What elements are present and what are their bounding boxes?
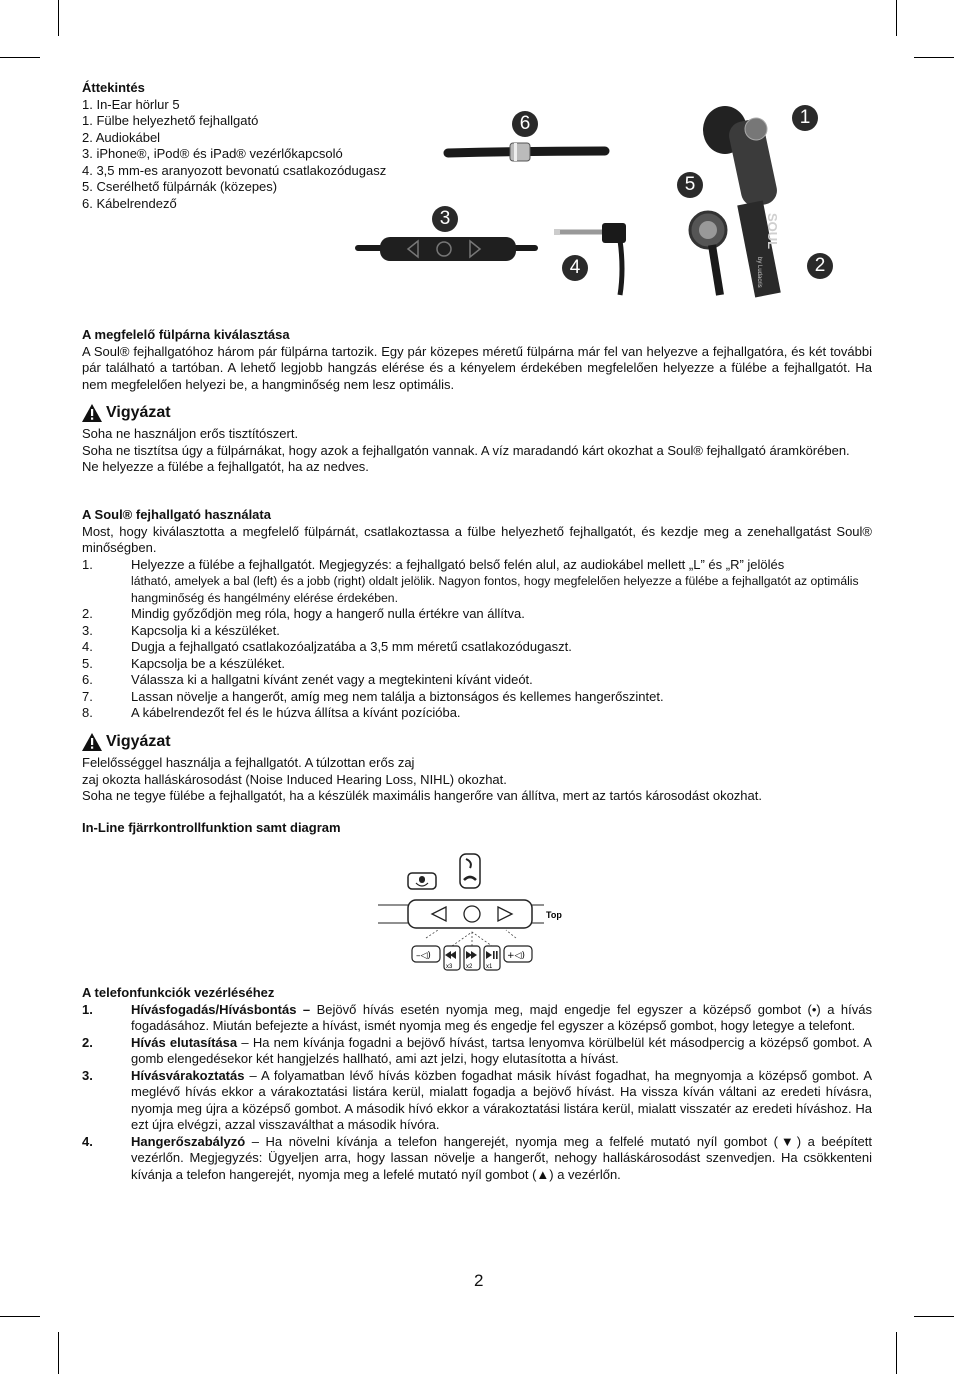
list-item: 4. Hangerőszabályzó – Ha növelni kívánja a telefon hangerejét, nyomja meg a felfelé mutató nyíl gombot (▼) a beépített vezérlőn. Megjegyzés: Ügyeljen arra, hogy lassan növelje a hangerőt, nehogy halláskárosodást szenvedjen. Ha csökkenteni kívánja a telefon hangerejét, nyomja meg a lefelé mutató nyíl gombot (▲) a vezérlőn. (82, 1133, 872, 1182)
warning2-line: Soha ne tegye fülébe a fejhallgatót, ha a készülék maximális hangerőre van állítva, mert az tartós károsodást okozhat. (82, 788, 762, 803)
earpad-section (82, 327, 872, 393)
list-item: 3. Kapcsolja ki a készüléket. (82, 622, 280, 638)
brand-sub-text: by Ludacris (756, 257, 762, 288)
earpad-title: A megfelelő fülpárna kiválasztása (82, 327, 290, 342)
next-track-icon (464, 946, 480, 970)
earphone-image (690, 106, 780, 295)
crop-mark (914, 1316, 954, 1317)
crop-mark (896, 0, 897, 36)
volume-down-icon (412, 946, 440, 962)
list-item: 2. Mindig győződjön meg róla, hogy a hangerő nulla értékre van állítva. (82, 606, 525, 621)
warning1-line: Soha ne tisztítsa úgy a fülpárnákat, hogy azok a fejhallgatón vannak. A víz maradandó kárt okozhat a Soul® fejhallgató áramkörében. (82, 442, 850, 458)
list-item: 6. Válassza ki a hallgatni kívánt zenét vagy a megtekinteni kívánt videót. (82, 672, 533, 687)
crop-mark (896, 1332, 897, 1374)
list-item: 4. Dugja a fejhallgató csatlakozóaljzatába a 3,5 mm méretű csatlakozódugaszt. (82, 639, 572, 654)
warning-heading (82, 404, 171, 422)
list-item: látható, amelyek a bal (left) és a jobb (right) oldalt jelölik. Nagyon fontos, hogy megfelelően helyezze a fülébe a fejhallgatót az optimális hangminőség és hangélmény elérése érdekében. (131, 574, 859, 605)
usage-steps (82, 557, 872, 722)
warning-title: Vigyázat (106, 404, 171, 421)
warning1-body (82, 426, 872, 476)
overview-item: 1. Fülbe helyezhető fejhallgató (82, 113, 259, 128)
svg-text:+◁): +◁) (507, 951, 525, 961)
volume-up-icon (504, 946, 532, 962)
page-number: 2 (474, 1271, 484, 1290)
warning-icon (82, 404, 102, 422)
overview-title: Áttekintés (82, 80, 145, 95)
list-item: 1. Helyezze a fülébe a fejhallgatót. Megjegyzés: a fejhallgató belső felén alul, az audiokábel mellett „L” és „R” jelölés (82, 556, 785, 572)
phone-title: A telefonfunkciók vezérléséhez (82, 985, 275, 1000)
warning1-line: Soha ne használjon erős tisztítószert. (82, 426, 299, 441)
svg-text:–◁): –◁) (416, 951, 431, 961)
play-pause-icon (484, 946, 500, 970)
previous-track-icon (444, 946, 460, 970)
list-item: 7. Lassan növelje a hangerőt, amíg meg nem találja a biztonságos és kellemes hangerőszintet. (82, 688, 664, 704)
control-remote-image (358, 237, 535, 261)
crop-mark (58, 1332, 59, 1374)
warning-icon (82, 733, 102, 751)
usage-title: A Soul® fejhallgató használata (82, 507, 271, 522)
list-item: 5. Kapcsolja be a készüléket. (82, 655, 285, 671)
list-item: 2. Hívás elutasítása – Ha nem kívánja fogadni a bejövő hívást, tartsa lenyomva körülbelül két másodpercig a középső gombot. A gomb elengedésekor két hangjelzés hallható, ami azt jelzi, hogy elutasította a hívást. (82, 1034, 872, 1066)
warning2-line: zaj okozta halláskárosodást (Noise Induced Hearing Loss, NIHL) okozhat. (82, 771, 507, 787)
top-label: Top (546, 910, 562, 920)
overview-item: 4. 3,5 mm-es aranyozott bevonatú csatlakozódugasz (82, 162, 387, 178)
figure-label-1: 1 (792, 105, 818, 131)
crop-mark (914, 57, 954, 58)
overview-item: 3. iPhone®, iPod® és iPad® vezérlőkapcsoló (82, 146, 343, 161)
press-count-label: x3 (446, 964, 453, 970)
warning-title: Vigyázat (106, 733, 171, 750)
inline-title: In-Line fjärrkontrollfunktion samt diagram (82, 820, 341, 835)
crop-mark (0, 57, 40, 58)
overview-item: 5. Cserélhető fülpárnák (közepes) (82, 179, 278, 194)
phone-list (82, 1002, 872, 1184)
figure-label-5: 5 (677, 172, 703, 198)
cable-organizer-image (448, 143, 605, 161)
list-item: 1. Hívásfogadás/Hívásbontás – Bejövő hívás esetén nyomja meg, majd engedje fel egyszer a középső gombot (•) a hívás fogadásához. Miután befejezte a hívást, ismét nyomja meg és engedje fel egyszer a középső gombot, hogy letegye a telefont. (82, 1001, 872, 1033)
usage-intro: Most, hogy kiválasztotta a megfelelő fülpárnát, csatlakoztassa a fülbe helyezhető fejhallgatót, és kezdje meg a zenehallgatást Soul® minőségben. (82, 523, 872, 555)
figure-label-4: 4 (562, 255, 588, 281)
warning1-line: Ne helyezze a fülébe a fejhallgatót, ha az nedves. (82, 459, 369, 474)
list-item: 8. A kábelrendezőt fel és le húzva állítsa a kívánt pozícióba. (82, 705, 461, 720)
press-count-label: x2 (466, 964, 473, 970)
list-item: 3. Hívásvárakoztatás – A folyamatban lévő hívás közben fogadhat másik hívást fogadhat, ha megnyomja a középső gombot. A meglévő hívás ekkor a várakoztatási listára kerül, mialatt fogadja a bejövő hívást. Ha vissza kíván váltani az eredeti hívásra, nyomja meg újra a középső gombot. A második hívó ekkor a várakoztatási listára kerül, mialatt visszatér az eredeti híváshoz. Ha ezt újra elvégzi, azzal visszaválthat a második hívóra. (82, 1067, 872, 1132)
warning2-body (82, 755, 872, 805)
figure-label-6: 6 (512, 111, 538, 137)
press-count-label: x1 (486, 964, 493, 970)
overview-item: 1. In-Ear hörlur 5 (82, 96, 180, 112)
crop-mark (0, 1316, 40, 1317)
figure-label-2: 2 (807, 253, 833, 279)
warning-heading (82, 733, 171, 751)
brand-text: SOUL (765, 213, 780, 250)
overview-item: 6. Kábelrendező (82, 195, 177, 211)
warning2-line: Felelősséggel használja a fejhallgatót. A túlzottan erős zaj (82, 755, 415, 770)
overview-item: 2. Audiokábel (82, 129, 161, 145)
mic-icon (408, 873, 436, 889)
phone-section (82, 985, 872, 1183)
inline-control-diagram (376, 848, 576, 974)
earpad-body: A Soul® fejhallgatóhoz három pár fülpárna tartozik. Egy pár közepes méretű fülpárna már fel van helyezve a fejhallgatóra, és két további pár található a tartóban. A lehető legjobb hangzás elérése és a kényelem érdekében megfelelően helyezze a fülébe a fejhallgatót. Ha nem megfelelően helyezi be, a hangminőség nem lesz optimális. (82, 343, 872, 392)
usage-section (82, 507, 872, 722)
crop-mark (58, 0, 59, 36)
inline-section (82, 820, 872, 837)
phone-icon (460, 854, 480, 888)
figure-label-3: 3 (432, 206, 458, 232)
